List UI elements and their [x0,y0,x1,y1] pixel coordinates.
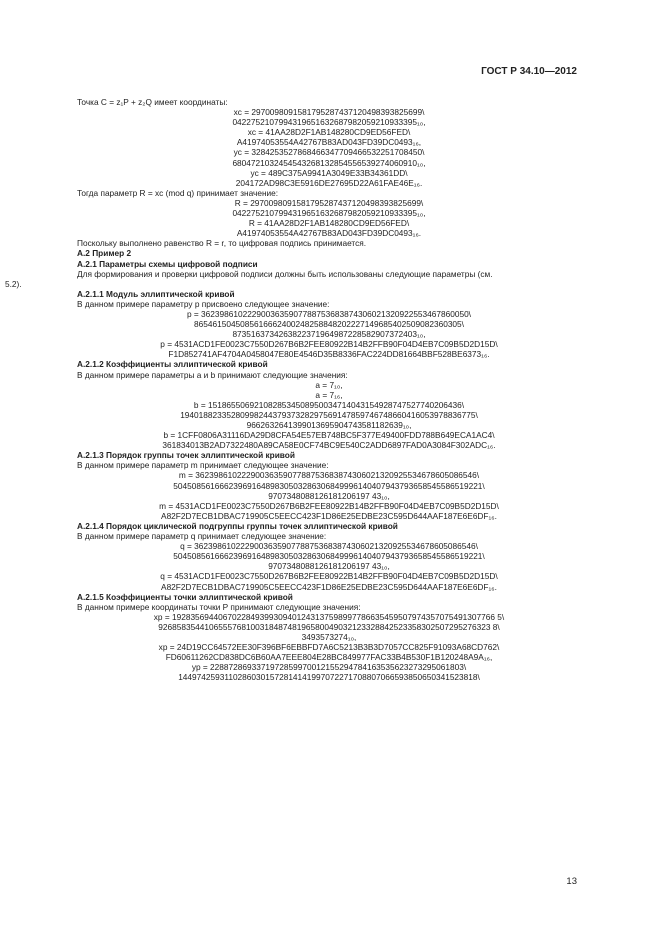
formula-line: 5045085616662396916489830503286306849996140407943793658545586519221\ [173,551,485,562]
formula-line: p = 4531ACD1FE0023C7550D267B6B2FEE80922B14B2FFB90F04D4EB7C09B5D2D15D\ [160,339,498,350]
section-title-a213: A.2.1.3 Порядок группы точек эллиптической кривой [77,450,295,461]
formula-line: A82F2D7ECB1DBAC719905C5EECC423F1D86E25EDBE23C595D644AAF187E6E6DF₁₆. [161,510,497,521]
formula-line: 0422752107994319651632687982059210933395₁₀, [232,117,426,128]
formula-line: xc = 41AA28D2F1AB148280CD9ED56FED\ [247,127,411,138]
section-title-a211: A.2.1.1 Модуль эллиптической кривой [77,288,235,299]
formula-line: 14497425931102860301572814141997072271708807066593850650341523818\ [178,672,480,683]
formula-line: 0422752107994319651632687982059210933395₁₀, [232,208,426,219]
formula-line: q = 3623986102229003635907788753683874306021320925534678605086546\ [180,541,478,552]
section-title-a21: A.2.1 Параметры схемы цифровой подписи [77,258,258,269]
formula-line: p = 3623986102229003635907788753683874306021320922553467860050\ [186,308,471,319]
formula-line: 1940188233528099824437937328297569147859746748660416053978836775\ [180,409,478,420]
paragraph: В данном примере параметру p присвоено следующее значение: [77,298,330,309]
formula-line: xc = 2970098091581795287437120498393825699\ [233,107,425,118]
formula-line: R = 2970098091581795287437120498393825699\ [234,197,424,208]
section-title-a212: A.2.1.2 Коэффициенты эллиптической кривой [77,359,268,370]
section-title-a2: A.2 Пример 2 [77,248,132,259]
formula-line: xp = 24D19CC64572EE30F396BF6EBBFD7A6C5213B3B3D7057CC825F91093A68CD762\ [158,642,500,653]
paragraph: В данном примере параметр m принимает следующее значение: [77,460,329,471]
formula-line: 5045085616662396916489830503286306849996140407943793658545586519221\ [173,480,485,491]
formula-line: a = 7₁₆, [315,389,343,400]
formula-line: yc = 3284253527868466347709466532251708450\ [233,147,425,158]
point-c-intro: Точка C = z₁P + z₂Q имеет координаты: [77,97,228,107]
equality-statement: Поскольку выполнено равенство R = r, то цифровая подпись принимается. [77,238,367,249]
standard-header: ГОСТ Р 34.10—2012 [481,66,577,77]
formula-line: m = 4531ACD1FE0023C7550D267B6B2FEE80922B14B2FFB90F04D4EB7C09B5D2D15D\ [159,500,499,511]
formula-line: yp = 2288728693371972859970012155294784163535623273295061803\ [191,662,467,673]
formula-line: 361834013B2AD7322480A89CA58E0CF74BC9E540C2ADD6897FAD0A3084F302ADC₁₆. [162,440,496,451]
formula-line: q = 4531ACD1FE0023C7550D267B6B2FEE80922B14B2FFB90F04D4EB7C09B5D2D15D\ [160,571,498,582]
formula-line: 9707348088126181206197 43₁₀, [268,561,390,572]
page-number: 13 [566,876,577,887]
formula-line: 204172AD98C3E5916DE27695D22A61FAE46E₁₆. [235,177,423,188]
formula-line: 9707348088126181206197 43₁₀, [268,490,390,501]
formula-line: FD60611262CD838DC6B60AA7EEE804E28BC849977FAC33B4B530F1B120248A9A₁₆, [165,652,493,663]
formula-line: 3493573274₁₀, [301,631,357,642]
formula-line: A41974053554A42767B83AD043FD39DC0493₁₆, [236,137,422,148]
paragraph: В данном примере координаты точки P принимают следующие значения: [77,601,361,612]
formula-line: 8735163734263822371964987228582907372403₁₀, [232,329,426,340]
section-title-a215: A.2.1.5 Коэффициенты точки эллиптической кривой [77,591,293,602]
paragraph: В данном примере параметр q принимает следующее значение: [77,531,327,542]
paragraph: Для формирования и проверки цифровой подписи должны быть использованы следующие параметры (см. [77,268,493,279]
formula-line: b = 1CFF0806A31116DA29D8CFA54E57EB748BC5F377E49400FDD788B649ECA1AC4\ [163,430,495,441]
formula-line: a = 7₁₀, [315,379,343,390]
formula-line: F1D852741AF4704A0458047E80E4546D35B8336FAC224DD81664BBF528BE6373₁₆. [168,349,490,360]
formula-line: b = 1518655069210828534508950034714043154928747527740206436\ [193,399,465,410]
formula-line: xp = 1928356944067022849399309401243137598997786635459507974357075491307766 5\ [153,611,505,622]
formula-line: A82F2D7ECB1DBAC719905C5EECC423F1D86E25EDBE23C595D644AAF187E6E6DF₁₆. [161,581,497,592]
page-content [5,97,581,683]
section-title-a214: A.2.1.4 Порядок циклической подгруппы группы точек эллиптической кривой [77,520,398,531]
formula-line: 6804721032454543268132854556539274060910₁₀, [232,157,426,168]
formula-line: R = 41AA28D2F1AB148280CD9ED56FED\ [248,218,410,229]
formula-line: m = 3623986102229003635907788753683874306021320925534678605086546\ [178,470,480,481]
formula-line: yc = 489C375A9941A3049E33B34361DD\ [250,167,408,178]
formula-line: A41974053554A42767B83AD043FD39DC0493₁₆. [236,228,422,239]
paragraph-continuation: 5.2). [5,278,22,289]
paragraph: В данном примере параметры a и b принимают следующие значения: [77,369,348,380]
formula-line: 8654615045085616662400248258848202227149685402509082360305\ [194,319,464,330]
formula-line: 926858354410655576810031848748196580049032123328842523358302507295276323 8\ [158,621,500,632]
formula-line: 9662632641399013695904743581182639₁₀, [246,420,412,430]
r-intro: Тогда параметр R = xc (mod q) принимает значение: [77,187,279,198]
